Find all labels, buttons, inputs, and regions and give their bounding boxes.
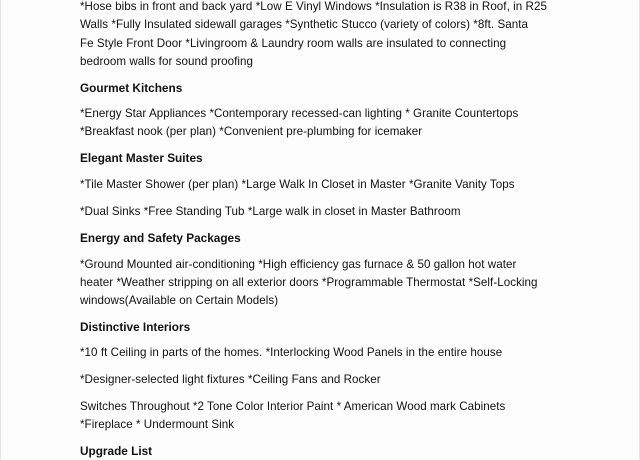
intro-line-3: Fe Style Front Door *Livingroom & Laundry room walls are insulated to connecting xyxy=(80,37,507,50)
intro-line-1: *Hose bibs in front and back yard *Low E Vinyl Windows *Insulation is R38 in Roof, in R25 xyxy=(80,0,547,13)
section-line: Switches Throughout *2 Tone Color Interior Paint * American Wood mark Cabinets xyxy=(80,400,506,413)
section-heading-energy-safety: Energy and Safety Packages xyxy=(80,231,241,245)
section-line: *Fireplace * Undermount Sink xyxy=(80,418,235,431)
section-line: *10 ft Ceiling in parts of the homes. *Interlocking Wood Panels in the entire house xyxy=(80,346,503,359)
section-line: heater *Weather stripping on all exterior doors *Programmable Thermostat *Self-Locking xyxy=(80,276,538,289)
section-line: *Tile Master Shower (per plan) *Large Walk In Closet in Master *Granite Vanity Tops xyxy=(80,178,515,191)
section-line: *Dual Sinks *Free Standing Tub *Large walk in closet in Master Bathroom xyxy=(80,205,461,218)
section-heading-distinctive-interiors: Distinctive Interiors xyxy=(80,320,191,334)
section-heading-gourmet-kitchens: Gourmet Kitchens xyxy=(80,81,183,95)
section-line: *Energy Star Appliances *Contemporary recessed-can lighting * Granite Countertops xyxy=(80,107,519,120)
section-line: *Ground Mounted air-conditioning *High efficiency gas furnace & 50 gallon hot water xyxy=(80,258,517,271)
intro-line-4: bedroom walls for sound proofing xyxy=(80,55,254,68)
section-line: *Breakfast nook (per plan) *Convenient pre-plumbing for icemaker xyxy=(80,125,423,138)
section-heading-elegant-master-suites: Elegant Master Suites xyxy=(80,151,203,165)
section-heading-upgrade-list: Upgrade List xyxy=(80,444,153,458)
section-line: windows(Available on Certain Models) xyxy=(80,294,279,307)
section-line: *Designer-selected light fixtures *Ceiling Fans and Rocker xyxy=(80,373,381,386)
intro-line-2: Walls *Fully Insulated sidewall garages *Synthetic Stucco (variety of colors) *8ft. Santa xyxy=(80,18,529,31)
